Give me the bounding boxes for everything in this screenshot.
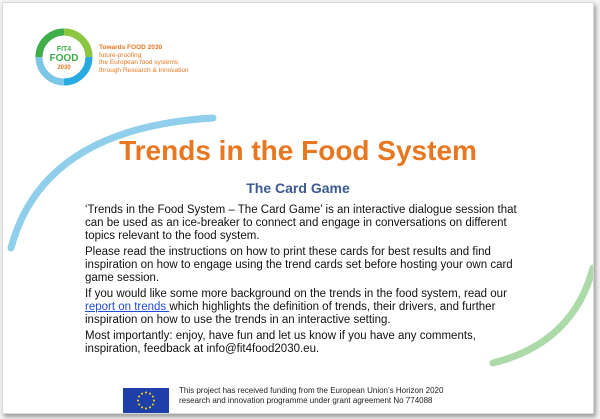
tagline-line-1: Towards FOOD 2030: [99, 44, 163, 51]
tagline-line-2: future-proofing: [99, 51, 142, 59]
logo-tagline: [99, 44, 219, 74]
page-subtitle: The Card Game: [246, 180, 350, 196]
document-page: [2, 2, 594, 414]
funding-statement: [179, 386, 539, 406]
paragraph-background-start: If you would like some more background on the trends in the food system, read our: [85, 288, 507, 300]
eu-flag-icon: [123, 388, 169, 413]
paragraph-intro: ‘Trends in the Food System – The Card Game’ is an interactive dialogue session that can be used as an ice-breaker to connect and engage in conversations on different topics relevant to the food system.: [85, 204, 517, 242]
funding-line-2: research and innovation programme under grant agreement No 774088: [179, 396, 433, 405]
body-text: [85, 204, 525, 359]
logo-name-line1: FIT4: [56, 46, 72, 53]
paragraph-closing: Most importantly: enjoy, have fun and let us know if you have any comments, inspiration, feedback at info@fit4food2030.eu.: [85, 330, 476, 355]
tagline-line-3: the European food systems: [99, 59, 179, 66]
paragraph-background-end: which highlights the definition of trends, their drivers, and further inspiration on how to use the trends in an interactive setting.: [85, 301, 496, 326]
fit4food-logo: [35, 28, 93, 86]
funding-line-1: This project has received funding from the European Union’s Horizon 2020: [179, 386, 444, 395]
report-on-trends-link[interactable]: report on trends: [85, 301, 170, 313]
paragraph-background: [85, 288, 525, 327]
logo-name-line2: FOOD: [49, 53, 79, 64]
tagline-line-4: through Research & Innovation: [99, 66, 189, 74]
page-title: Trends in the Food System: [119, 135, 477, 166]
logo-name-line3: 2030: [57, 65, 71, 71]
paragraph-instructions: Please read the instructions on how to print these cards for best results and find inspiration on how to engage using the trend cards set before hosting your own card game session.: [85, 246, 513, 284]
